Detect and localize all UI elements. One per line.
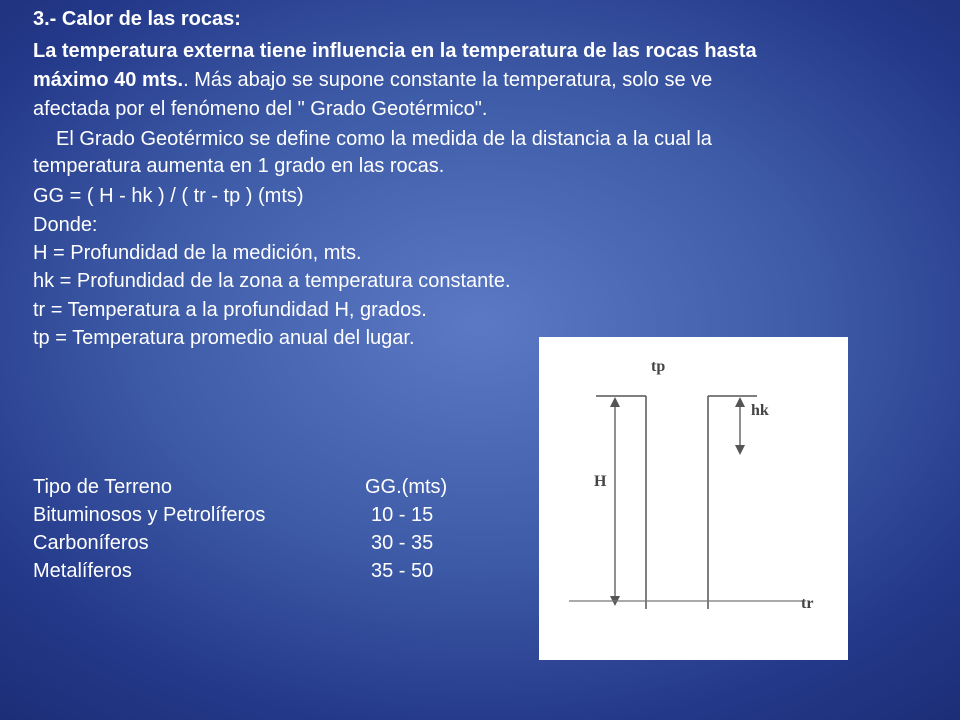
table-header-tipo: Tipo de Terreno [33,476,172,498]
label-tr: tr [801,595,814,612]
label-tp: tp [651,358,666,375]
text-line-2 [33,67,712,94]
table-header-gg: GG.(mts) [365,476,448,498]
text-line-2-bold: máximo 40 mts. [33,69,184,91]
table-cell-gg: 35 - 50 [371,560,434,582]
heading: 3.- Calor de las rocas: [33,8,241,30]
label-h: H [594,473,607,490]
definition-tr: tr = Temperatura a la profundidad H, grados. [33,299,427,321]
table-cell-tipo: Bituminosos y Petrolíferos [33,504,266,526]
table-cell-gg: 10 - 15 [371,504,434,526]
label-hk: hk [751,402,769,419]
geothermal-diagram [539,337,848,660]
hk-arrow-up-head [735,397,745,407]
h-arrow-up-head [610,397,620,407]
definition-hk: hk = Profundidad de la zona a temperatura constante. [33,270,511,292]
text-line-1: La temperatura externa tiene influencia en la temperatura de las rocas hasta [33,40,757,62]
definition-h: H = Profundidad de la medición, mts. [33,242,362,264]
table-cell-tipo: Metalíferos [33,560,132,582]
text-line-2-rest: . Más abajo se supone constante la temperatura, solo se ve [183,69,713,91]
donde-label: Donde: [33,214,98,236]
definition-tp: tp = Temperatura promedio anual del lugar. [33,327,415,349]
hk-arrow-down-head [735,445,745,455]
text-line-3: afectada por el fenómeno del " Grado Geotérmico". [33,98,488,120]
text-line-5: temperatura aumenta en 1 grado en las rocas. [33,155,445,177]
table-cell-gg: 30 - 35 [371,532,434,554]
diagram-svg [539,337,848,660]
text-line-4: El Grado Geotérmico se define como la medida de la distancia a la cual la [56,128,712,150]
formula: GG = ( H - hk ) / ( tr - tp ) (mts) [33,185,304,207]
table-cell-tipo: Carboníferos [33,532,149,554]
